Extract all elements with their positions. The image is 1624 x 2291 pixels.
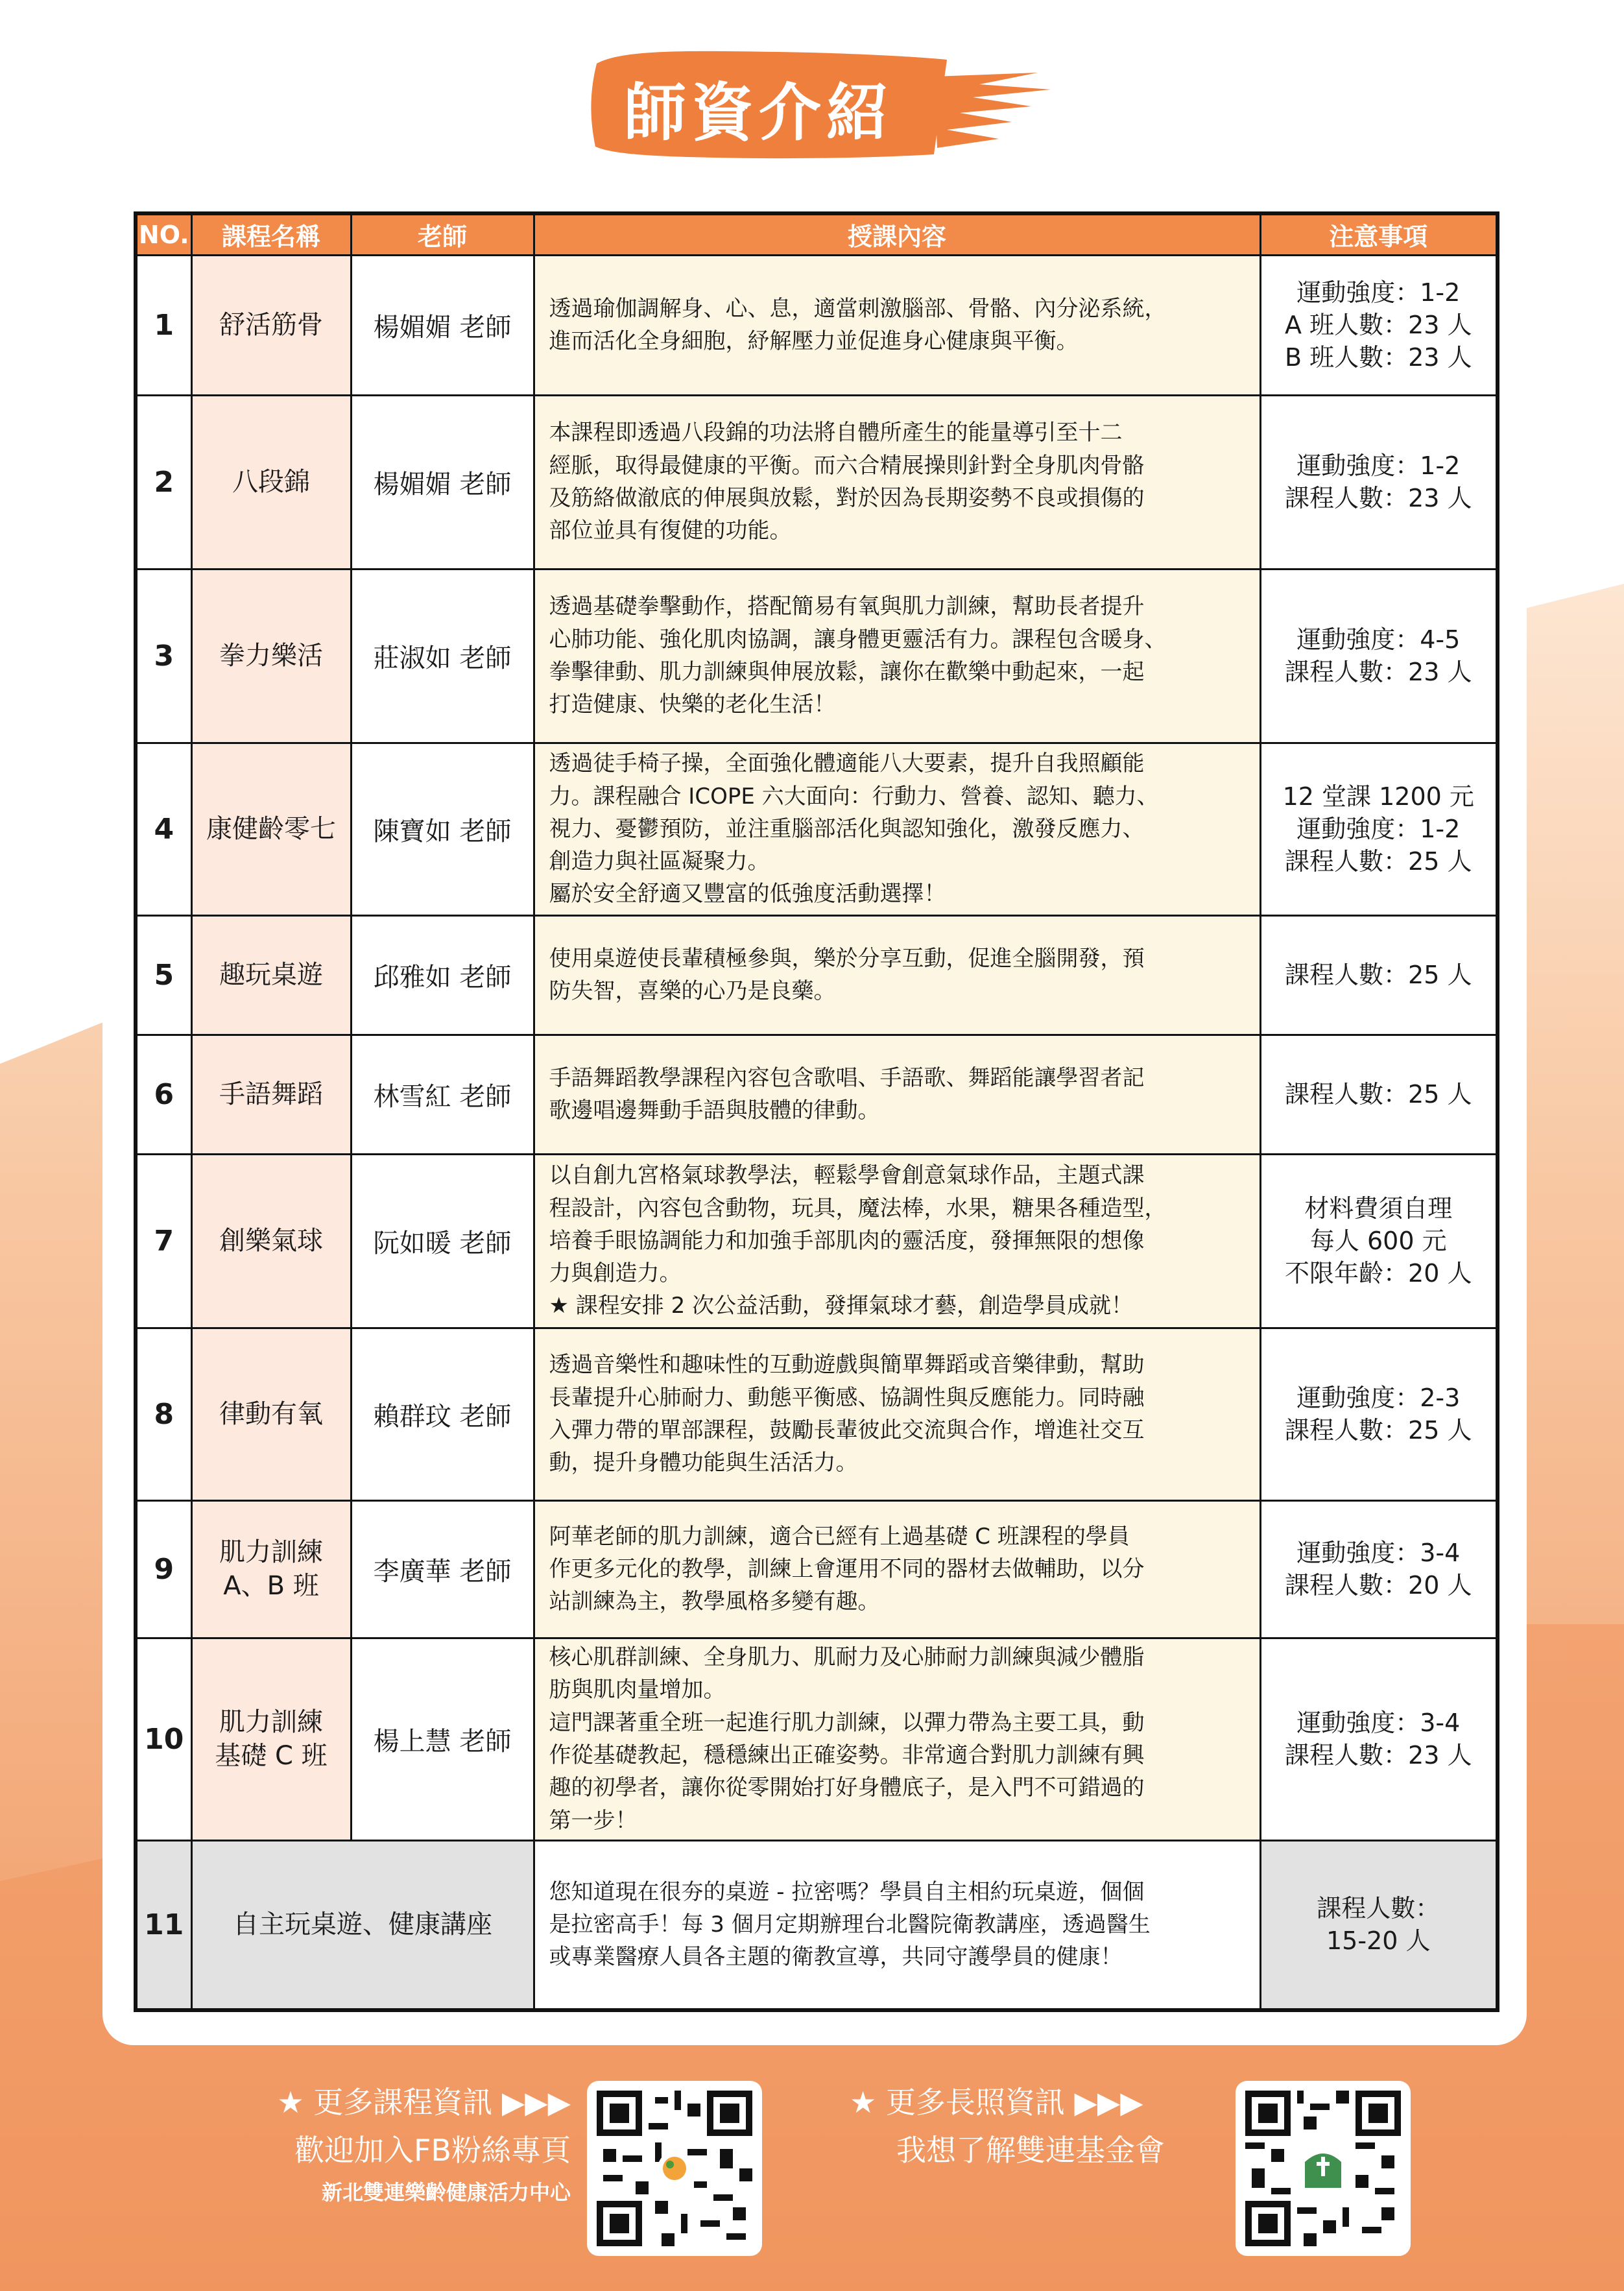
teacher-name: 賴群玟 老師 [351, 1328, 534, 1500]
footer-course-info [208, 2079, 571, 2206]
course-name [191, 743, 351, 915]
header-course-name: 課程名稱 [191, 213, 351, 255]
content-line: 核心肌群訓練、全身肌力、肌耐力及心肺耐力訓練與減少體脂 [549, 1644, 1145, 1671]
content-line: 是拉密高手！每 3 個月定期辦理台北醫院衛教講座，透過醫生 [549, 1912, 1151, 1938]
row-number: 11 [136, 1840, 191, 2010]
row-number: 2 [136, 395, 191, 569]
course-notes [1260, 1638, 1498, 1840]
course-notes [1260, 1840, 1498, 2010]
course-notes [1260, 915, 1498, 1035]
teacher-name: 莊淑如 老師 [351, 569, 534, 743]
qr-code-icon [1245, 2091, 1401, 2246]
footer-longterm-care-heading: ★ 更多長照資訊 ▶▶▶ [850, 2085, 1143, 2120]
course-content [534, 743, 1260, 915]
course-name-line: 基礎 C 班 [215, 1741, 328, 1771]
content-line: 打造健康、快樂的老化生活！ [549, 691, 836, 718]
content-line: 或專業醫療人員各主題的衛教宣導，共同守護學員的健康！ [549, 1944, 1123, 1971]
content-line: 阿華老師的肌力訓練，適合已經有上過基礎 C 班課程的學員 [549, 1523, 1130, 1550]
content-line: 透過瑜伽調解身、心、息，適當刺激腦部、骨骼、內分泌系統， [549, 295, 1167, 322]
note-line: 課程人數：25 人 [1285, 960, 1472, 989]
row-number: 5 [136, 915, 191, 1035]
content-line: 以自創九宮格氣球教學法，輕鬆學會創意氣球作品，主題式課 [549, 1162, 1145, 1189]
table-row [136, 743, 1498, 915]
content-line: 動，提升身體功能與生活活力。 [549, 1450, 858, 1476]
teacher-name: 陳寶如 老師 [351, 743, 534, 915]
content-line: 作更多元化的教學，訓練上會運用不同的器材去做輔助，以分 [549, 1555, 1145, 1582]
note-line: 課程人數：23 人 [1285, 484, 1472, 512]
row-number: 6 [136, 1035, 191, 1154]
course-content [534, 1638, 1260, 1840]
course-name-line: 手語舞蹈 [219, 1079, 323, 1109]
content-line: 拳擊律動、肌力訓練與伸展放鬆，讓你在歡樂中動起來，一起 [549, 659, 1145, 685]
course-name-line: 自主玩桌遊、健康講座 [233, 1910, 492, 1940]
table-row [136, 1035, 1498, 1154]
content-line: 力。課程融合 ICOPE 六大面向：行動力、營養、認知、聽力、 [549, 783, 1159, 810]
course-name-line: 康健齡零七 [206, 814, 336, 844]
course-name-line: 肌力訓練 [219, 1537, 323, 1567]
note-line: 運動強度：1-2 [1296, 278, 1461, 307]
course-notes [1260, 743, 1498, 915]
course-name [191, 1840, 534, 2010]
course-name [191, 395, 351, 569]
course-name [191, 1500, 351, 1638]
note-line: 課程人數：23 人 [1285, 658, 1472, 686]
content-line: 使用桌遊使長輩積極參與，樂於分享互動，促進全腦開發，預 [549, 945, 1145, 972]
note-line: 運動強度：2-3 [1296, 1383, 1461, 1412]
content-line: 作從基礎教起，穩穩練出正確姿勢。非常適合對肌力訓練有興 [549, 1742, 1145, 1768]
note-line: 材料費須自理 [1304, 1193, 1453, 1223]
title-banner [584, 38, 1064, 167]
header-no: NO. [136, 213, 191, 255]
content-line: 透過音樂性和趣味性的互動遊戲與簡單舞蹈或音樂律動，幫助 [549, 1352, 1145, 1378]
table-row [136, 1638, 1498, 1840]
content-line: ★ 課程安排 2 次公益活動，發揮氣球才藝，創造學員成就！ [549, 1293, 1134, 1319]
content-line: 您知道現在很夯的桌遊 - 拉密嗎？學員自主相約玩桌遊，個個 [549, 1878, 1145, 1905]
course-notes [1260, 1500, 1498, 1638]
note-line: 課程人數：25 人 [1285, 1079, 1472, 1109]
teacher-name: 李廣華 老師 [351, 1500, 534, 1638]
course-name-line: 八段錦 [232, 467, 310, 497]
content-line: 手語舞蹈教學課程內容包含歌唱、手語歌、舞蹈能讓學習者記 [549, 1064, 1145, 1091]
row-number: 10 [136, 1638, 191, 1840]
course-name-line: A、B 班 [223, 1571, 319, 1601]
note-line: 不限年齡：20 人 [1285, 1259, 1472, 1288]
header-teacher: 老師 [351, 213, 534, 255]
content-line: 及筋絡做澈底的伸展與放鬆，對於因為長期姿勢不良或損傷的 [549, 485, 1145, 511]
course-name [191, 1638, 351, 1840]
header-notes: 注意事項 [1260, 213, 1498, 255]
content-line: 程設計，內容包含動物，玩具，魔法棒，水果，糖果各種造型， [549, 1195, 1167, 1221]
course-notes [1260, 1035, 1498, 1154]
table-header-row [136, 213, 1498, 255]
course-content [534, 255, 1260, 395]
content-line: 防失智，喜樂的心乃是良藥。 [549, 978, 836, 1004]
content-line: 第一步！ [549, 1807, 638, 1834]
content-line: 透過徒手椅子操，全面強化體適能八大要素，提升自我照顧能 [549, 750, 1145, 777]
note-line: B 班人數：23 人 [1284, 343, 1472, 372]
course-content [534, 915, 1260, 1035]
content-line: 歌邊唱邊舞動手語與肢體的律動。 [549, 1098, 880, 1123]
course-content [534, 569, 1260, 743]
note-line: 課程人數： [1317, 1894, 1440, 1923]
table-row [136, 1840, 1498, 2010]
course-name [191, 1154, 351, 1328]
course-content [534, 1154, 1260, 1328]
teacher-name: 楊媚媚 老師 [351, 395, 534, 569]
note-line: 課程人數：25 人 [1285, 1416, 1472, 1445]
row-number: 8 [136, 1328, 191, 1500]
course-name [191, 915, 351, 1035]
course-notes [1260, 395, 1498, 569]
note-line: 課程人數：23 人 [1285, 1741, 1472, 1769]
content-line: 屬於安全舒適又豐富的低強度活動選擇！ [549, 881, 946, 907]
content-line: 進而活化全身細胞，紓解壓力並促進身心健康與平衡。 [549, 328, 1079, 354]
fb-page-qr-code[interactable] [587, 2081, 762, 2256]
course-name [191, 1035, 351, 1154]
row-number: 3 [136, 569, 191, 743]
course-name-line: 律動有氧 [219, 1399, 323, 1429]
row-number: 7 [136, 1154, 191, 1328]
content-line: 這門課著重全班一起進行肌力訓練，以彈力帶為主要工具，動 [549, 1709, 1145, 1736]
course-content [534, 1035, 1260, 1154]
course-name-line: 肌力訓練 [219, 1707, 323, 1737]
foundation-qr-code[interactable] [1236, 2081, 1411, 2256]
note-line: 運動強度：1-2 [1296, 814, 1461, 843]
footer-foundation-link-text: 我想了解雙連基金會 [896, 2133, 1165, 2168]
header-content: 授課內容 [534, 213, 1260, 255]
note-line: 運動強度：3-4 [1296, 1538, 1461, 1567]
course-name [191, 1328, 351, 1500]
footer-course-info-heading: ★ 更多課程資訊 ▶▶▶ [277, 2085, 571, 2120]
course-notes [1260, 255, 1498, 395]
note-line: 課程人數：25 人 [1285, 847, 1472, 876]
footer-longterm-care-info [850, 2079, 1213, 2170]
course-name-line: 拳力樂活 [219, 641, 323, 671]
content-line: 部位並具有復健的功能。 [549, 518, 792, 544]
course-content [534, 1840, 1260, 2010]
table-row [136, 1328, 1498, 1500]
course-notes [1260, 1328, 1498, 1500]
content-line: 力與創造力。 [549, 1260, 682, 1287]
course-notes [1260, 569, 1498, 743]
table-row [136, 255, 1498, 395]
note-line: 15-20 人 [1326, 1926, 1431, 1956]
table-row [136, 915, 1498, 1035]
content-line: 本課程即透過八段錦的功法將自體所產生的能量導引至十二 [549, 420, 1123, 446]
page-title: 師資介紹 [624, 77, 894, 149]
row-number: 1 [136, 255, 191, 395]
note-line: 每人 600 元 [1309, 1226, 1447, 1255]
teacher-name: 楊上慧 老師 [351, 1638, 534, 1840]
note-line: 運動強度：3-4 [1296, 1708, 1461, 1737]
teacher-name: 楊媚媚 老師 [351, 255, 534, 395]
table-row [136, 395, 1498, 569]
course-name-line: 趣玩桌遊 [219, 960, 323, 990]
table-row [136, 569, 1498, 743]
content-line: 透過基礎拳擊動作，搭配簡易有氧與肌力訓練，幫助長者提升 [549, 594, 1145, 620]
teacher-name: 邱雅如 老師 [351, 915, 534, 1035]
content-line: 趣的初學者，讓你從零開始打好身體底子，是入門不可錯過的 [549, 1775, 1145, 1801]
teacher-name: 阮如暖 老師 [351, 1154, 534, 1328]
note-line: 12 堂課 1200 元 [1282, 782, 1474, 811]
content-line: 長輩提升心肺耐力、動態平衡感、協調性與反應能力。同時融 [549, 1384, 1145, 1411]
note-line: 運動強度：1-2 [1296, 451, 1461, 480]
course-card [102, 182, 1527, 2045]
content-line: 入彈力帶的單部課程，鼓勵長輩彼此交流與合作，增進社交互 [549, 1417, 1145, 1443]
course-table [134, 211, 1499, 2012]
content-line: 肪與肌肉量增加。 [549, 1677, 726, 1703]
qr-code-icon [597, 2091, 752, 2246]
content-line: 培養手眼協調能力和加強手部肌肉的靈活度，發揮無限的想像 [549, 1227, 1145, 1254]
course-name-line: 舒活筋骨 [219, 310, 323, 340]
course-content [534, 1328, 1260, 1500]
note-line: 運動強度：4-5 [1296, 625, 1461, 654]
content-line: 創造力與社區凝聚力。 [549, 848, 770, 875]
content-line: 經脈，取得最健康的平衡。而六合精展操則針對全身肌肉骨骼 [549, 452, 1145, 479]
content-line: 站訓練為主，教學風格多變有趣。 [549, 1589, 880, 1615]
teacher-name: 林雪紅 老師 [351, 1035, 534, 1154]
note-line: 課程人數：20 人 [1285, 1571, 1472, 1600]
course-notes [1260, 1154, 1498, 1328]
course-content [534, 1500, 1260, 1638]
footer-fb-invite: 歡迎加入FB粉絲專頁 [294, 2133, 571, 2168]
course-name [191, 255, 351, 395]
content-line: 視力、憂鬱預防，並注重腦部活化與認知強化，激發反應力、 [549, 815, 1145, 842]
course-name-line: 創樂氣球 [219, 1226, 323, 1256]
note-line: A 班人數：23 人 [1284, 310, 1472, 339]
content-line: 心肺功能、強化肌肉協調，讓身體更靈活有力。課程包含暖身、 [549, 626, 1167, 653]
table-row [136, 1500, 1498, 1638]
table-row [136, 1154, 1498, 1328]
footer-center-name: 新北雙連樂齡健康活力中心 [321, 2180, 571, 2205]
row-number: 4 [136, 743, 191, 915]
course-name [191, 569, 351, 743]
row-number: 9 [136, 1500, 191, 1638]
course-content [534, 395, 1260, 569]
